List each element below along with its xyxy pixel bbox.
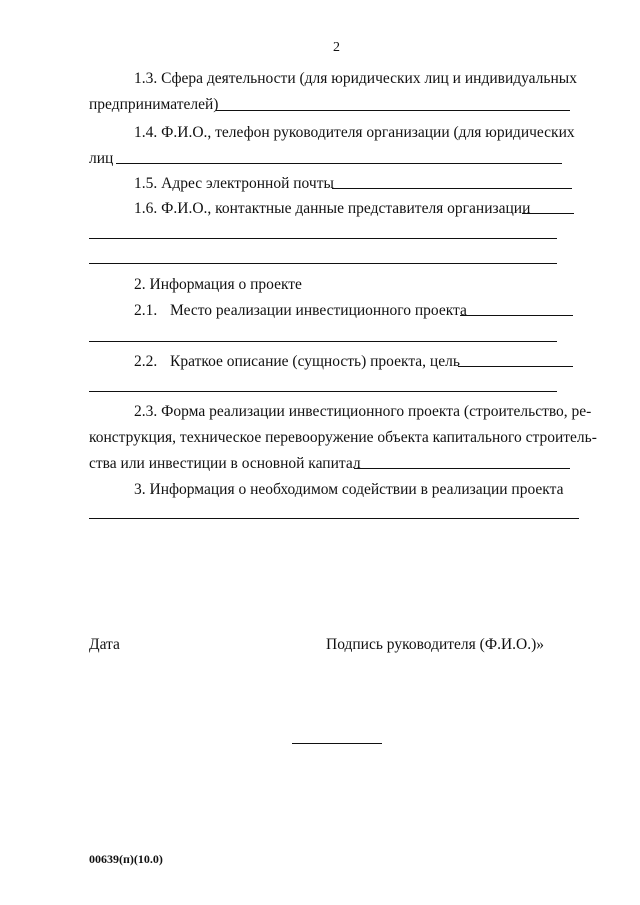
item-2-3-fill-line[interactable] bbox=[354, 468, 570, 469]
item-1-4-line-2: лиц bbox=[89, 150, 114, 167]
item-1-6-label: 1.6. Ф.И.О., контактные данные представителя организации bbox=[134, 200, 531, 217]
item-1-3-line-2: предпринимателей) bbox=[89, 96, 219, 113]
item-2-1-number: 2.1. bbox=[134, 302, 158, 319]
item-2-3-line-3: ства или инвестиции в основной капитал bbox=[89, 455, 361, 472]
date-label: Дата bbox=[89, 636, 120, 653]
item-1-6-fill-line-3[interactable] bbox=[89, 263, 557, 264]
item-2-2-fill-line-1[interactable] bbox=[458, 366, 573, 367]
item-2-3-line-1: 2.3. Форма реализации инвестиционного проекта (строительство, ре- bbox=[134, 403, 592, 420]
item-2-2-fill-line-2[interactable] bbox=[89, 391, 557, 392]
item-1-3-fill-line[interactable] bbox=[216, 110, 570, 111]
item-1-3-line-1: 1.3. Сфера деятельности (для юридических лиц и индивидуальных bbox=[134, 70, 577, 87]
item-2-2-label: Краткое описание (сущность) проекта, цель bbox=[170, 353, 460, 370]
document-code: 00639(п)(10.0) bbox=[89, 852, 163, 866]
separator-line bbox=[292, 743, 382, 744]
item-1-4-fill-line[interactable] bbox=[116, 163, 562, 164]
page-number: 2 bbox=[333, 40, 340, 55]
item-1-5-fill-line[interactable] bbox=[332, 188, 572, 189]
item-1-6-fill-line-1[interactable] bbox=[522, 213, 574, 214]
signature-label: Подпись руководителя (Ф.И.О.)» bbox=[326, 636, 545, 653]
item-1-6-fill-line-2[interactable] bbox=[89, 238, 557, 239]
section-2-heading: 2. Информация о проекте bbox=[134, 276, 302, 293]
item-2-2-number: 2.2. bbox=[134, 353, 158, 370]
item-2-3-line-2: конструкция, техническое перевооружение объекта капитального строитель- bbox=[89, 429, 597, 446]
item-2-1-label: Место реализации инвестиционного проекта bbox=[170, 302, 467, 319]
item-1-5-label: 1.5. Адрес электронной почты bbox=[134, 175, 334, 192]
item-2-1-fill-line-1[interactable] bbox=[460, 315, 573, 316]
section-3-fill-line[interactable] bbox=[89, 518, 579, 519]
item-2-1-fill-line-2[interactable] bbox=[89, 341, 557, 342]
section-3-heading: 3. Информация о необходимом содействии в реализации проекта bbox=[134, 481, 564, 498]
item-1-4-line-1: 1.4. Ф.И.О., телефон руководителя организации (для юридических bbox=[134, 124, 575, 141]
